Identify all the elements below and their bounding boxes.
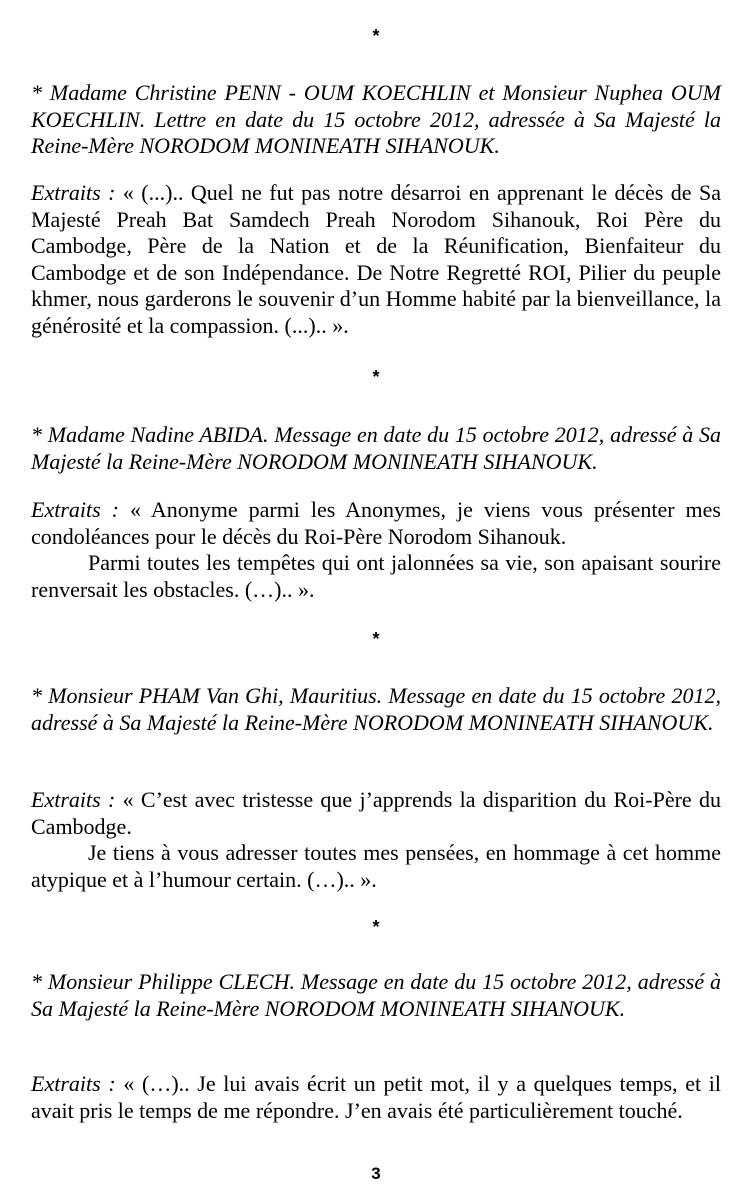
- entry-3-paragraph-2: Je tiens à vous adresser toutes mes pensées, en hommage à cet homme atypique et à l’humour certain. (…).. ».: [31, 840, 721, 892]
- entry-2-paragraph-2: Parmi toutes les tempêtes qui ont jalonnées sa vie, son apaisant sourire renversait les obstacles. (…).. ».: [31, 550, 721, 602]
- entry-2-paragraph-1: [31, 497, 721, 550]
- entry-4-extract: [31, 1071, 721, 1124]
- separator-star: *: [372, 629, 380, 649]
- extract-label: Extraits :: [31, 180, 116, 205]
- entry-3-extract: [31, 787, 721, 893]
- entry-2-extract: [31, 497, 721, 603]
- extract-text: « (…).. Je lui avais écrit un petit mot, il y a quelques temps, et il avait pris le temps de me répondre. J’en avais été particulièrement touché.: [31, 1071, 721, 1123]
- entry-1-extract: [31, 180, 721, 339]
- separator-star: *: [372, 917, 380, 937]
- page-number: 3: [371, 1164, 381, 1183]
- extract-text: « C’est avec tristesse que j’apprends la disparition du Roi-Père du Cambodge.: [31, 787, 721, 839]
- extract-label: Extraits :: [31, 497, 120, 522]
- entry-2-header: * Madame Nadine ABIDA. Message en date du 15 octobre 2012, adressé à Sa Majesté la Reine-Mère NORODOM MONINEATH SIHANOUK.: [31, 422, 721, 474]
- extract-label: Extraits :: [31, 1071, 116, 1096]
- entry-4-paragraph-1: [31, 1071, 721, 1124]
- separator-star: *: [372, 367, 380, 387]
- extract-text: « (...).. Quel ne fut pas notre désarroi en apprenant le décès de Sa Majesté Preah Bat Samdech Preah Norodom Sihanouk, Roi Père du Cambodge, Père de la Nation et de la Réunification, Bienfaiteur du Cambodge et de son Indépendance. De Notre Regretté ROI, Pilier du peuple khmer, nous garderons le souvenir d’un Homme habité par la bienveillance, la générosité et la compassion. (...).. ».: [31, 180, 722, 338]
- entry-3-header: * Monsieur PHAM Van Ghi, Mauritius. Message en date du 15 octobre 2012, adressé à Sa Majesté la Reine-Mère NORODOM MONINEATH SIHANOUK.: [31, 683, 721, 735]
- extract-text: « Anonyme parmi les Anonymes, je viens vous présenter mes condoléances pour le décès du Roi-Père Norodom Sihanouk.: [31, 497, 721, 549]
- entry-1-paragraph-1: [31, 180, 721, 339]
- extract-label: Extraits :: [31, 787, 116, 812]
- separator-star: *: [372, 26, 380, 46]
- entry-3-paragraph-1: [31, 787, 721, 840]
- entry-1-header: * Madame Christine PENN - OUM KOECHLIN et Monsieur Nuphea OUM KOECHLIN. Lettre en date du 15 octobre 2012, adressée à Sa Majesté la Reine-Mère NORODOM MONINEATH SIHANOUK.: [31, 80, 721, 158]
- entry-4-header: * Monsieur Philippe CLECH. Message en date du 15 octobre 2012, adressé à Sa Majesté la Reine-Mère NORODOM MONINEATH SIHANOUK.: [31, 969, 721, 1021]
- document-page: [31, 0, 721, 1197]
